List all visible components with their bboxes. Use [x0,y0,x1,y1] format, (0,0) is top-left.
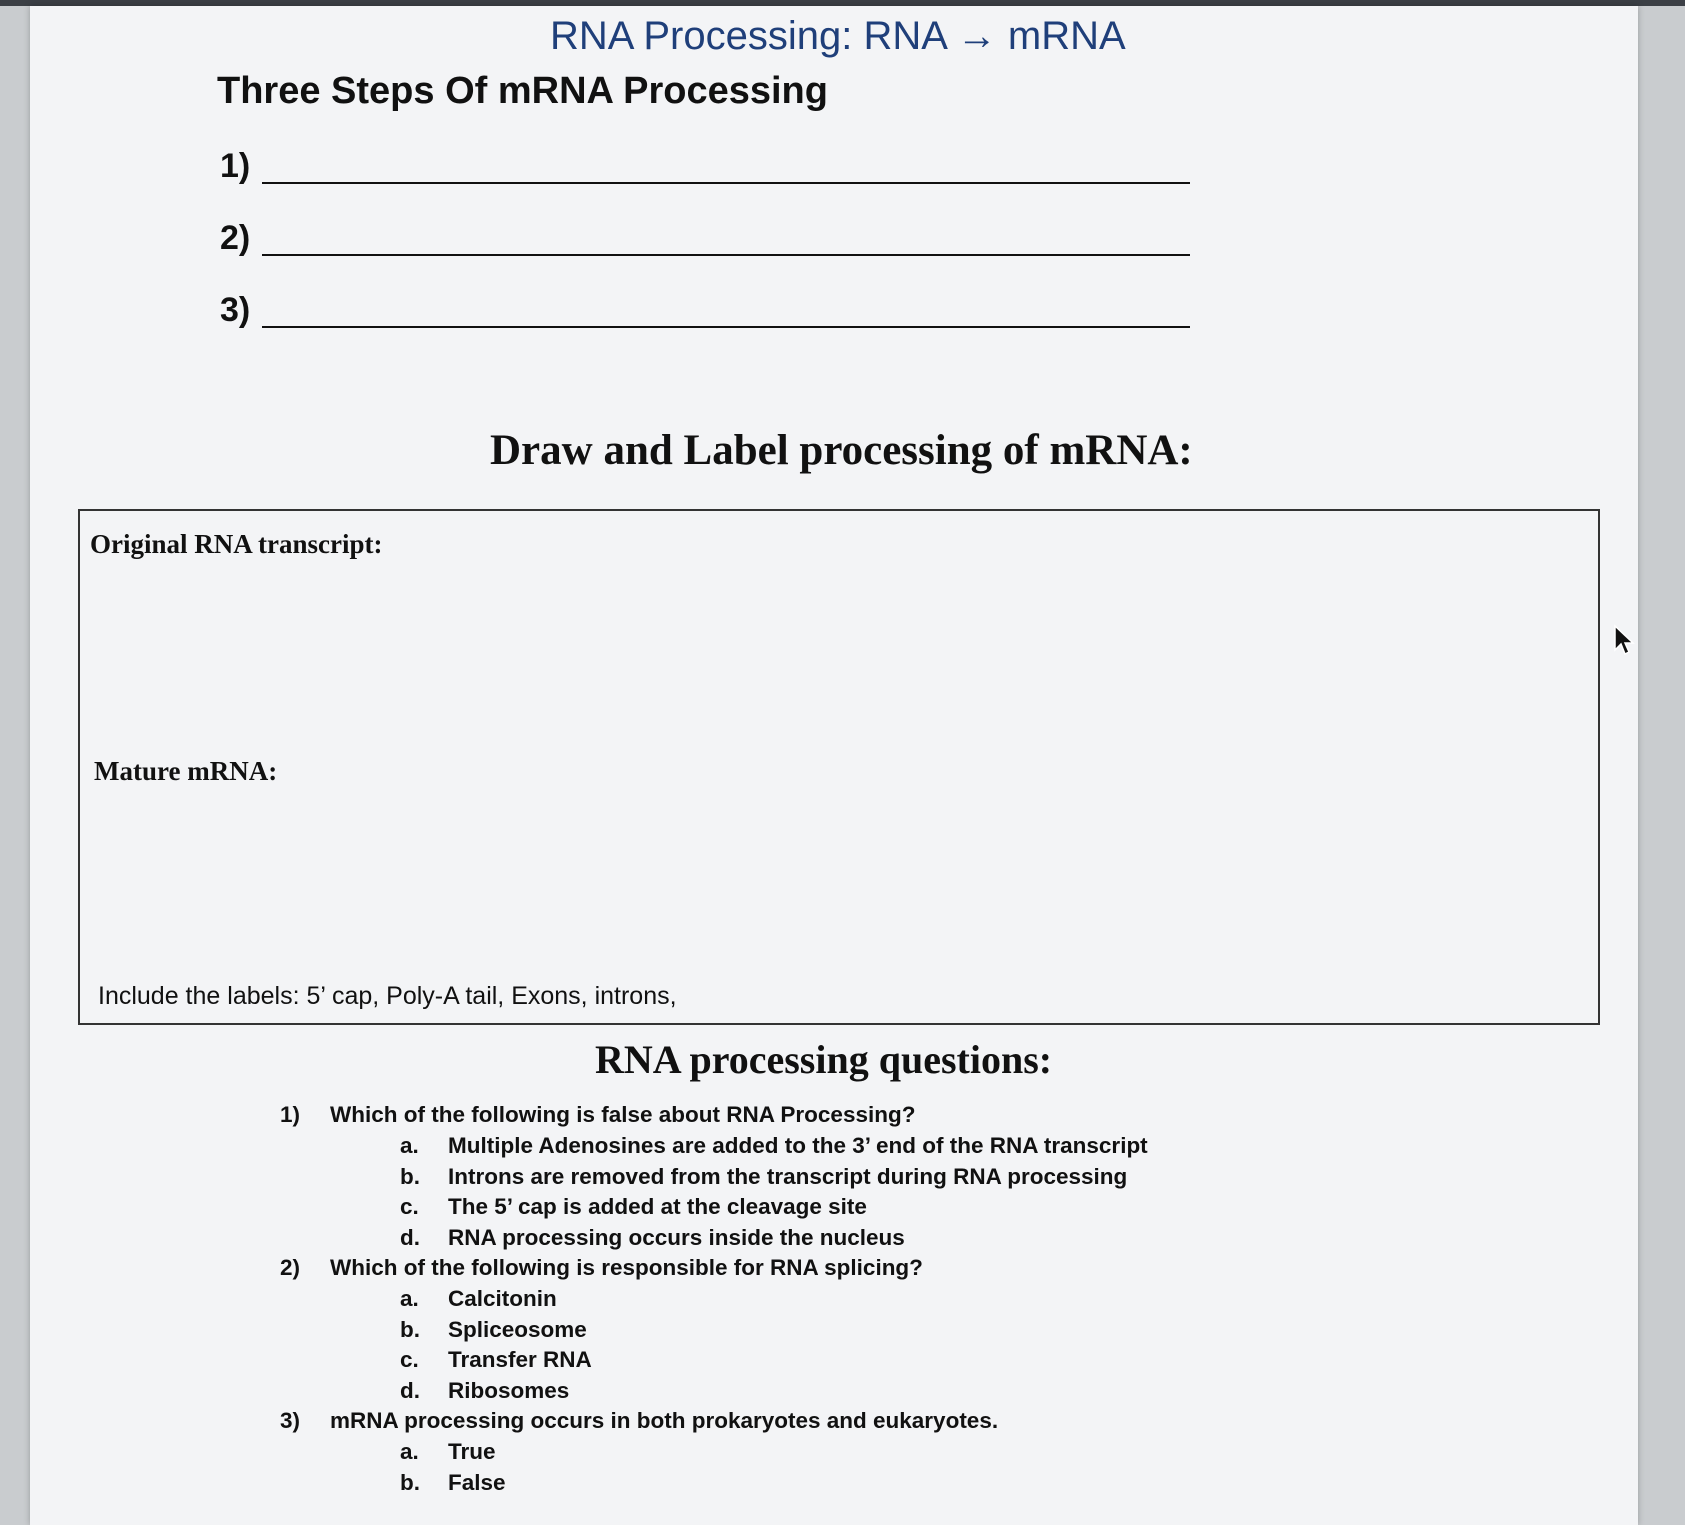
option-text: True [448,1439,496,1464]
option-letter: b. [400,1316,420,1342]
document-title: RNA Processing: RNA → mRNA [550,14,1126,58]
option-letter: d. [400,1377,420,1403]
option-text: Calcitonin [448,1286,557,1311]
steps-heading: Three Steps Of mRNA Processing [217,70,828,112]
drawing-area[interactable] [78,509,1600,1025]
option-letter: a. [400,1286,419,1311]
mature-mrna-label: Mature mRNA: [94,756,278,786]
question-item [280,1102,1280,1133]
step-blank-2[interactable] [220,214,1190,260]
step-number: 2) [220,219,251,257]
option-letter: a. [400,1133,419,1158]
step-blank-1[interactable] [220,142,1190,188]
answer-option[interactable] [280,1164,1280,1195]
step-blank-3[interactable] [220,286,1190,332]
answer-option[interactable] [280,1133,1280,1164]
answer-option[interactable] [280,1378,1280,1409]
step-number: 1) [220,147,251,185]
option-letter: b. [400,1163,420,1189]
answer-option[interactable] [280,1470,1280,1501]
option-text: The 5’ cap is added at the cleavage site [448,1194,867,1219]
question-item [280,1408,1280,1439]
option-letter: b. [400,1469,420,1495]
option-letter: c. [400,1347,419,1372]
answer-line [262,326,1190,328]
option-text: Spliceosome [448,1316,587,1342]
answer-option[interactable] [280,1439,1280,1470]
answer-line [262,254,1190,256]
answer-option[interactable] [280,1194,1280,1225]
question-item [280,1255,1280,1286]
answer-option[interactable] [280,1286,1280,1317]
question-text: Which of the following is responsible for RNA splicing? [330,1255,923,1280]
answer-option[interactable] [280,1225,1280,1256]
option-text: Introns are removed from the transcript during RNA processing [448,1163,1128,1189]
option-letter: a. [400,1439,419,1464]
question-number: 2) [280,1255,301,1280]
question-text: Which of the following is false about RNA Processing? [330,1102,916,1127]
question-text: mRNA processing occurs in both prokaryotes and eukaryotes. [330,1408,999,1433]
questions-heading: RNA processing questions: [595,1037,1053,1082]
option-letter: d. [400,1224,420,1250]
step-number: 3) [220,291,251,329]
option-text: Ribosomes [448,1377,570,1403]
question-number: 3) [280,1408,301,1433]
document-page [30,6,1638,1525]
option-text: Transfer RNA [448,1347,592,1372]
option-text: RNA processing occurs inside the nucleus [448,1224,905,1250]
labels-instruction: Include the labels: 5’ cap, Poly-A tail, Exons, introns, [98,982,677,1010]
answer-option[interactable] [280,1347,1280,1378]
option-text: Multiple Adenosines are added to the 3’ end of the RNA transcript [448,1133,1148,1158]
question-number: 1) [280,1102,301,1127]
answer-option[interactable] [280,1317,1280,1348]
draw-heading: Draw and Label processing of mRNA: [490,427,1193,474]
answer-line [262,182,1190,184]
original-transcript-label: Original RNA transcript: [90,529,383,559]
option-letter: c. [400,1194,419,1219]
mouse-pointer-icon [1613,624,1639,658]
question-list [280,1102,1280,1500]
option-text: False [448,1469,506,1495]
